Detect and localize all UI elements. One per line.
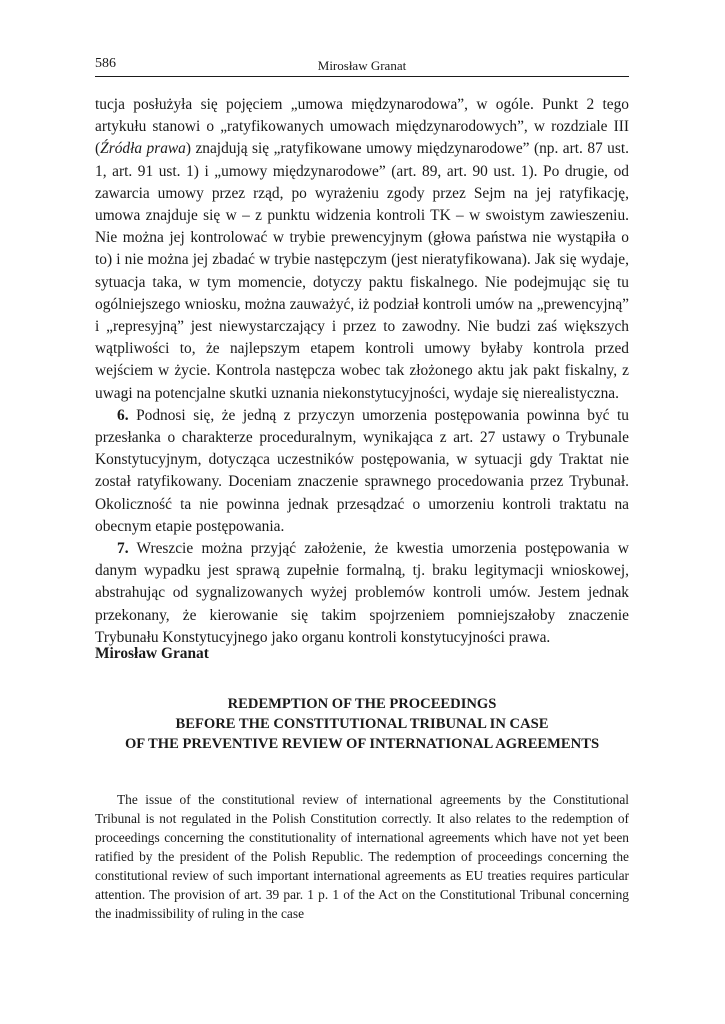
title-line: REDEMPTION OF THE PROCEEDINGS bbox=[227, 696, 497, 712]
title-line: OF THE PREVENTIVE REVIEW OF INTERNATIONAL AGREEMENTS bbox=[124, 736, 600, 752]
italic-title: Źródła prawa bbox=[100, 140, 186, 158]
paragraph-number: 6. bbox=[117, 406, 129, 424]
running-head: Mirosław Granat bbox=[317, 58, 407, 73]
abstract-paragraph: The issue of the constitutional review of international agreements by the Constitutional Tribunal is not regulated in the Polish Constitution correctly. It also relates to the redemption of proceedings concerning the constitutionality of international agreements which have not yet been ratified by the president of the Polish Republic. The redemption of proceedings concerning the constitutional review of such important international agreements as EU treaties requires particular attention. The provision of art. 39 par. 1 p. 1 of the Act on the Constitutional Tribunal concerning the inadmissibility of ruling in the case bbox=[95, 792, 629, 921]
author-name: Mirosław Granat bbox=[95, 645, 209, 662]
title-line: BEFORE THE CONSTITUTIONAL TRIBUNAL IN CASE bbox=[175, 716, 549, 732]
paragraph-number: 7. bbox=[117, 540, 129, 558]
body-text bbox=[95, 94, 629, 649]
running-header bbox=[95, 52, 629, 77]
paragraph-continuation: tucja posłużyła się pojęciem „umowa międzynarodowa”, w ogóle. Punkt 2 tego artykułu stanowi o „ratyfikowanych umowach międzynarodowych”, w rozdziale III (Źródła prawa) znajdują się „ratyfikowane umowy międzynarodowe” (np. art. 87 ust. 1, art. 91 ust. 1) i „umowy międzynarodowe” (art. 89, art. 90 ust. 1). Po drugie, od zawarcia umowy przez rząd, po wyrażeniu zgody przez Sejm na jej ratyfikację, umowa znajduje się w – z punktu widzenia kontroli TK – w swoistym zawieszeniu. Nie można jej kontrolować w trybie prewencyjnym (głowa państwa nie wystąpiła o to) i nie można jej zbadać w trybie następczym (jest nieratyfikowana). Jak się wydaje, sytuacja taka, w tym momencie, dotyczy paktu fiskalnego. Nie podejmując się tu ogólniejszego wniosku, można zauważyć, iż podział kontroli umów na „prewencyjną” i „represyjną” jest niewystarczający i przez to zawodny. Nie budzi zaś większych wątpliwości to, że najlepszym etapem kontroli umowy byłaby kontrola przed wejściem w życie. Kontrola następcza wobec tak złożonego aktu jak pakt fiskalny, z uwagi na potencjalne skutki uznania niekonstytucyjności, wydaje się nierealistyczna. bbox=[95, 96, 629, 402]
page-number: 586 bbox=[95, 56, 116, 71]
paragraph-7: 7. Wreszcie można przyjąć założenie, że kwestia umorzenia postępowania w danym wypadku jest sprawą zupełnie formalną, tj. braku legitymacji wnioskowej, abstrahując od sygnalizowanych wyżej problemów kontroli umów. Jestem jednak przekonany, że kierowanie się takim spojrzeniem pomniejszałoby znaczenie Trybunału Konstytucyjnego jako organu kontroli konstytucyjności prawa. bbox=[95, 540, 629, 646]
paragraph-6: 6. Podnosi się, że jedną z przyczyn umorzenia postępowania powinna być tu przesłanka o charakterze proceduralnym, wynikająca z art. 27 ustawy o Trybunale Konstytucyjnym, dotycząca uczestników postępowania, w sytuacji gdy Traktat nie został ratyfikowany. Doceniam znaczenie sprawnego procedowania przez Trybunał. Okoliczność ta nie powinna jednak przesądzać o umorzeniu kontroli traktatu na obecnym etapie postępowania. bbox=[95, 406, 629, 535]
english-title bbox=[95, 694, 629, 754]
